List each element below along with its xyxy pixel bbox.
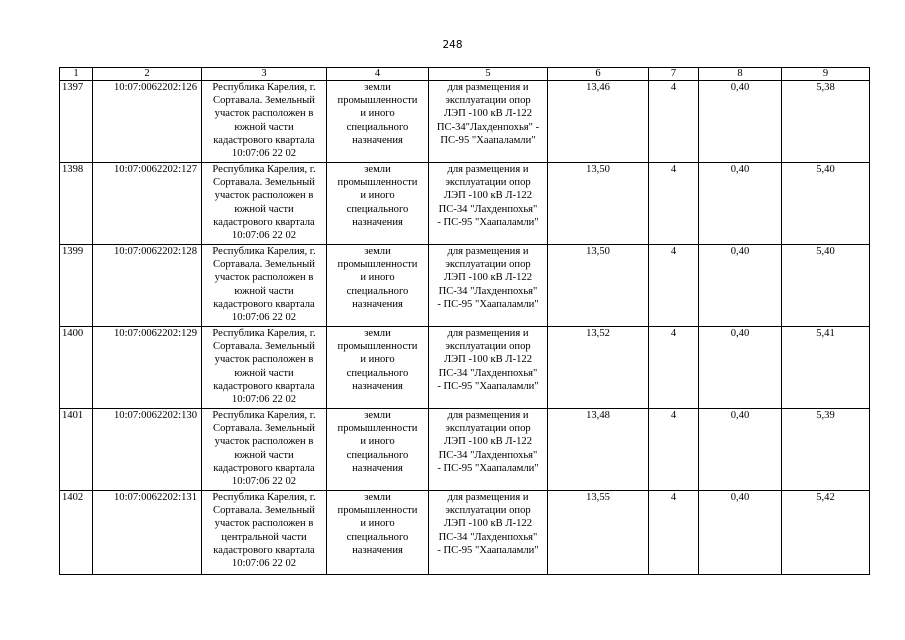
header-cell: 7 <box>649 68 699 81</box>
permitted-use-cell <box>429 81 548 163</box>
location-cell-line: участок расположен в <box>214 354 314 366</box>
land-category-cell <box>327 81 429 163</box>
column-9-cell: 5,42 <box>782 491 870 575</box>
land-category-cell-line: земли <box>364 410 391 421</box>
column-8-cell: 0,40 <box>699 491 782 575</box>
location-cell-line: Сортавала. Земельный <box>213 341 315 353</box>
land-category-cell-line: и иного <box>360 518 395 530</box>
land-category-cell-line: назначения <box>352 216 403 228</box>
column-9-cell: 5,38 <box>782 81 870 163</box>
column-8-cell: 0,40 <box>699 245 782 327</box>
land-category-cell <box>327 327 429 409</box>
permitted-use-cell-line: ПС-34 "Лахденпохья" <box>438 449 538 461</box>
permitted-use-cell-line: ЛЭП -100 кВ Л-122 <box>443 108 532 120</box>
permitted-use-cell-line: ПС-34 "Лахденпохья" <box>438 285 538 297</box>
land-category-cell-line: специального <box>346 285 409 297</box>
row-number-cell: 1398 <box>60 163 93 245</box>
column-7-cell: 4 <box>649 409 699 491</box>
column-8-cell: 0,40 <box>699 81 782 163</box>
land-category-cell-line: промышленности <box>337 341 418 353</box>
location-cell-line: Республика Карелия, г. <box>212 492 316 503</box>
table-row <box>60 327 870 409</box>
location-cell-line: Республика Карелия, г. <box>212 246 316 257</box>
land-category-cell <box>327 409 429 491</box>
land-category-cell-line: назначения <box>352 462 403 474</box>
location-cell-line: Республика Карелия, г. <box>212 164 316 175</box>
location-cell-line: участок расположен в <box>214 518 314 530</box>
column-8-cell: 0,40 <box>699 163 782 245</box>
land-category-cell-line: и иного <box>360 190 395 202</box>
cadastral-number-cell: 10:07:0062202:128 <box>93 245 202 327</box>
cadastral-number-cell: 10:07:0062202:126 <box>93 81 202 163</box>
location-cell-line: Сортавала. Земельный <box>213 177 315 189</box>
column-6-cell: 13,48 <box>548 409 649 491</box>
column-7-cell: 4 <box>649 163 699 245</box>
permitted-use-cell-line: эксплуатации опор <box>445 505 531 517</box>
header-cell: 5 <box>429 68 548 81</box>
location-cell-line: участок расположен в <box>214 272 314 284</box>
location-cell-line: кадастрового квартала <box>213 298 315 310</box>
column-9-cell: 5,39 <box>782 409 870 491</box>
location-cell-line: 10:07:06 22 02 <box>231 230 297 242</box>
permitted-use-cell-line: ЛЭП -100 кВ Л-122 <box>443 354 532 366</box>
permitted-use-cell-line: - ПС-95 "Хаапаламли" <box>437 462 539 474</box>
land-category-cell-line: и иного <box>360 354 395 366</box>
location-cell-line: Сортавала. Земельный <box>213 505 315 517</box>
permitted-use-cell-line: для размещения и <box>447 246 529 257</box>
column-7-cell: 4 <box>649 327 699 409</box>
location-cell-line: Республика Карелия, г. <box>212 410 316 421</box>
land-category-cell-line: земли <box>364 328 391 339</box>
permitted-use-cell <box>429 163 548 245</box>
page-number: 248 <box>442 39 463 51</box>
permitted-use-cell-line: для размещения и <box>447 328 529 339</box>
location-cell-line: кадастрового квартала <box>213 380 315 392</box>
land-category-cell-line: земли <box>364 492 391 503</box>
location-cell-line: кадастрового квартала <box>213 544 315 556</box>
permitted-use-cell-line: - ПС-95 "Хаапаламли" <box>437 216 539 228</box>
column-9-cell: 5,40 <box>782 245 870 327</box>
land-category-cell-line: земли <box>364 246 391 257</box>
permitted-use-cell-line: для размещения и <box>447 164 529 175</box>
land-category-cell-line: назначения <box>352 544 403 556</box>
table-body <box>60 81 870 575</box>
location-cell <box>202 491 327 575</box>
cadastral-number-cell: 10:07:0062202:129 <box>93 327 202 409</box>
location-cell-line: Сортавала. Земельный <box>213 259 315 271</box>
land-category-cell <box>327 491 429 575</box>
row-number-cell: 1401 <box>60 409 93 491</box>
location-cell <box>202 327 327 409</box>
land-category-cell-line: назначения <box>352 380 403 392</box>
permitted-use-cell-line: ЛЭП -100 кВ Л-122 <box>443 190 532 202</box>
location-cell <box>202 81 327 163</box>
location-cell-line: южной части <box>234 285 294 297</box>
permitted-use-cell-line: ПС-95 "Хаапаламли" <box>440 134 536 146</box>
location-cell-line: кадастрового квартала <box>213 134 315 146</box>
land-category-cell-line: назначения <box>352 134 403 146</box>
permitted-use-cell-line: для размещения и <box>447 410 529 421</box>
location-cell-line: участок расположен в <box>214 436 314 448</box>
column-6-cell: 13,55 <box>548 491 649 575</box>
column-8-cell: 0,40 <box>699 327 782 409</box>
location-cell-line: кадастрового квартала <box>213 216 315 228</box>
location-cell-line: 10:07:06 22 02 <box>231 394 297 406</box>
land-category-cell-line: специального <box>346 121 409 133</box>
location-cell-line: южной части <box>234 121 294 133</box>
permitted-use-cell-line: эксплуатации опор <box>445 423 531 435</box>
table-row <box>60 409 870 491</box>
permitted-use-cell <box>429 409 548 491</box>
permitted-use-cell-line: эксплуатации опор <box>445 341 531 353</box>
land-category-cell <box>327 163 429 245</box>
column-6-cell: 13,50 <box>548 245 649 327</box>
land-category-cell-line: промышленности <box>337 505 418 517</box>
location-cell <box>202 245 327 327</box>
location-cell-line: южной части <box>234 449 294 461</box>
permitted-use-cell-line: эксплуатации опор <box>445 177 531 189</box>
permitted-use-cell-line: ПС-34 "Лахденпохья" <box>438 203 538 215</box>
cadastral-number-cell: 10:07:0062202:127 <box>93 163 202 245</box>
permitted-use-cell-line: ЛЭП -100 кВ Л-122 <box>443 272 532 284</box>
permitted-use-cell-line: ПС-34 "Лахденпохья" <box>438 367 538 379</box>
table-row <box>60 245 870 327</box>
land-category-cell-line: назначения <box>352 298 403 310</box>
permitted-use-cell-line: ЛЭП -100 кВ Л-122 <box>443 436 532 448</box>
location-cell-line: Сортавала. Земельный <box>213 95 315 107</box>
land-category-cell-line: и иного <box>360 436 395 448</box>
row-number-cell: 1397 <box>60 81 93 163</box>
land-plot-table <box>59 67 870 575</box>
location-cell-line: участок расположен в <box>214 108 314 120</box>
location-cell-line: южной части <box>234 203 294 215</box>
location-cell-line: 10:07:06 22 02 <box>231 148 297 160</box>
header-cell: 8 <box>699 68 782 81</box>
land-category-cell-line: промышленности <box>337 177 418 189</box>
location-cell-line: Республика Карелия, г. <box>212 328 316 339</box>
header-cell: 1 <box>60 68 93 81</box>
permitted-use-cell-line: ПС-34"Лахденпохья" - <box>436 121 540 133</box>
permitted-use-cell-line: для размещения и <box>447 492 529 503</box>
column-7-cell: 4 <box>649 81 699 163</box>
land-category-cell-line: земли <box>364 82 391 93</box>
land-category-cell-line: промышленности <box>337 259 418 271</box>
land-category-cell-line: специального <box>346 449 409 461</box>
column-9-cell: 5,41 <box>782 327 870 409</box>
land-category-cell-line: специального <box>346 531 409 543</box>
header-cell: 2 <box>93 68 202 81</box>
header-cell: 9 <box>782 68 870 81</box>
location-cell <box>202 409 327 491</box>
column-6-cell: 13,46 <box>548 81 649 163</box>
permitted-use-cell-line: эксплуатации опор <box>445 95 531 107</box>
permitted-use-cell-line: - ПС-95 "Хаапаламли" <box>437 544 539 556</box>
location-cell-line: 10:07:06 22 02 <box>231 312 297 324</box>
location-cell-line: Республика Карелия, г. <box>212 82 316 93</box>
row-number-cell: 1399 <box>60 245 93 327</box>
column-7-cell: 4 <box>649 245 699 327</box>
row-number-cell: 1402 <box>60 491 93 575</box>
cadastral-number-cell: 10:07:0062202:130 <box>93 409 202 491</box>
land-category-cell <box>327 245 429 327</box>
land-category-cell-line: и иного <box>360 272 395 284</box>
land-category-cell-line: специального <box>346 203 409 215</box>
land-category-cell-line: специального <box>346 367 409 379</box>
header-cell: 4 <box>327 68 429 81</box>
permitted-use-cell-line: - ПС-95 "Хаапаламли" <box>437 380 539 392</box>
column-7-cell: 4 <box>649 491 699 575</box>
cadastral-number-cell: 10:07:0062202:131 <box>93 491 202 575</box>
column-6-cell: 13,52 <box>548 327 649 409</box>
column-9-cell: 5,40 <box>782 163 870 245</box>
location-cell-line: 10:07:06 22 02 <box>231 476 297 488</box>
column-6-cell: 13,50 <box>548 163 649 245</box>
land-category-cell-line: земли <box>364 164 391 175</box>
location-cell-line: участок расположен в <box>214 190 314 202</box>
location-cell-line: южной части <box>234 367 294 379</box>
permitted-use-cell-line: для размещения и <box>447 82 529 93</box>
permitted-use-cell-line: ЛЭП -100 кВ Л-122 <box>443 518 532 530</box>
row-number-cell: 1400 <box>60 327 93 409</box>
permitted-use-cell-line: - ПС-95 "Хаапаламли" <box>437 298 539 310</box>
column-8-cell: 0,40 <box>699 409 782 491</box>
header-cell: 6 <box>548 68 649 81</box>
permitted-use-cell <box>429 491 548 575</box>
location-cell-line: центральной части <box>221 531 307 543</box>
location-cell-line: Сортавала. Земельный <box>213 423 315 435</box>
permitted-use-cell <box>429 327 548 409</box>
land-category-cell-line: промышленности <box>337 95 418 107</box>
land-category-cell-line: и иного <box>360 108 395 120</box>
permitted-use-cell <box>429 245 548 327</box>
header-row <box>60 68 870 81</box>
table-row <box>60 163 870 245</box>
location-cell <box>202 163 327 245</box>
table-row <box>60 81 870 163</box>
permitted-use-cell-line: ПС-34 "Лахденпохья" <box>438 531 538 543</box>
land-category-cell-line: промышленности <box>337 423 418 435</box>
table-row <box>60 491 870 575</box>
permitted-use-cell-line: эксплуатации опор <box>445 259 531 271</box>
header-cell: 3 <box>202 68 327 81</box>
location-cell-line: 10:07:06 22 02 <box>231 558 297 570</box>
location-cell-line: кадастрового квартала <box>213 462 315 474</box>
